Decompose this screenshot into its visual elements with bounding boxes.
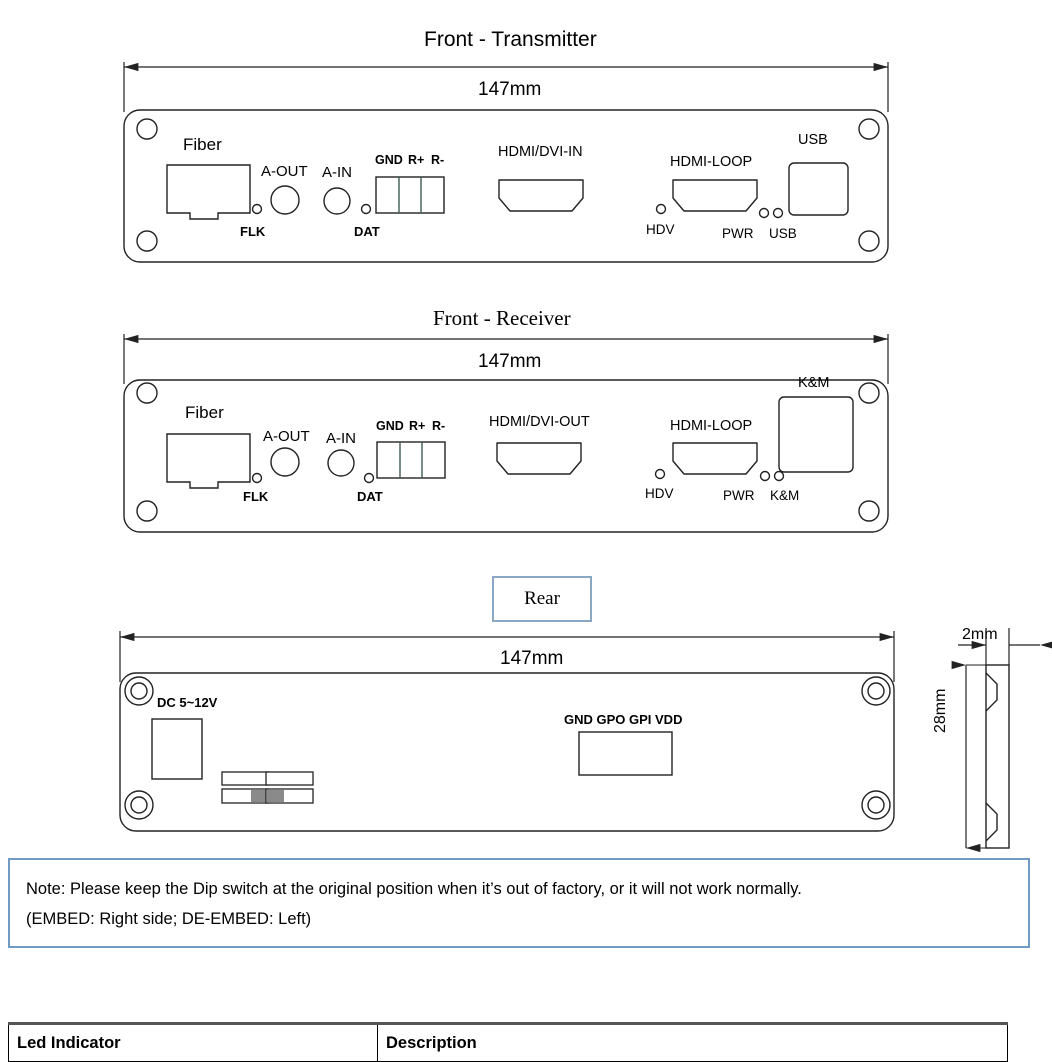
port-label-gpio: GND GPO GPI VDD (564, 712, 683, 727)
port-label-hdmi-loop-tx: HDMI-LOOP (670, 154, 753, 170)
led-label-km-rx: K&M (770, 488, 800, 503)
dimension-label-thickness: 2mm (962, 626, 998, 643)
pin-label-rminus-rx: R- (432, 419, 446, 433)
table-header-led-indicator: Led Indicator (9, 1024, 378, 1062)
panel-title-receiver: Front - Receiver (433, 306, 571, 330)
pin-label-rplus-rx: R+ (409, 419, 426, 433)
led-label-flk-tx: FLK (240, 224, 266, 239)
led-label-dat-rx: DAT (357, 489, 383, 504)
table-header-description: Description (378, 1024, 1008, 1062)
port-label-a-in-tx: A-IN (322, 164, 352, 181)
dimension-label-rear-width: 147mm (500, 648, 564, 669)
port-label-dc-jack: DC 5~12V (157, 695, 218, 710)
pin-label-gnd-rx: GND (376, 419, 404, 433)
dip-switches (222, 772, 313, 803)
dimension-label-height: 28mm (932, 688, 949, 733)
port-label-fiber-tx: Fiber (183, 135, 222, 154)
led-indicator-table (8, 1022, 1008, 1062)
port-label-a-out-tx: A-OUT (261, 163, 308, 180)
port-label-km-rx: K&M (798, 375, 830, 391)
note-line-1: Note: Please keep the Dip switch at the original position when it’s out of factory, or it will not work normally. (26, 880, 802, 898)
dip-switch-1 (222, 772, 269, 803)
panel-title-transmitter: Front - Transmitter (424, 28, 597, 51)
port-label-a-out-rx: A-OUT (263, 428, 310, 445)
port-label-hdmi-dvi-out: HDMI/DVI-OUT (489, 414, 590, 430)
side-view (958, 628, 1040, 848)
dimension-label-transmitter-width: 147mm (478, 79, 542, 100)
led-label-dat-tx: DAT (354, 224, 380, 239)
led-label-hdv-tx: HDV (646, 222, 675, 237)
led-label-pwr-rx: PWR (723, 488, 755, 503)
pin-label-rplus-tx: R+ (408, 153, 425, 167)
pin-label-rminus-tx: R- (431, 153, 445, 167)
port-label-hdmi-loop-rx: HDMI-LOOP (670, 418, 753, 434)
port-label-usb-tx: USB (798, 132, 828, 148)
panel-title-rear: Rear (524, 588, 560, 609)
note-line-2: (EMBED: Right side; DE-EMBED: Left) (26, 910, 312, 928)
led-label-usb-tx: USB (769, 226, 797, 241)
led-label-hdv-rx: HDV (645, 486, 674, 501)
note-box (8, 858, 1030, 948)
dip-switch-2 (266, 772, 313, 803)
led-label-pwr-tx: PWR (722, 226, 754, 241)
port-label-hdmi-dvi-in: HDMI/DVI-IN (498, 144, 583, 160)
dimension-label-receiver-width: 147mm (478, 351, 542, 372)
led-label-flk-rx: FLK (243, 489, 269, 504)
port-label-a-in-rx: A-IN (326, 430, 356, 447)
port-label-fiber-rx: Fiber (185, 403, 224, 422)
table-header-row (9, 1024, 1008, 1062)
pin-label-gnd-tx: GND (375, 153, 403, 167)
